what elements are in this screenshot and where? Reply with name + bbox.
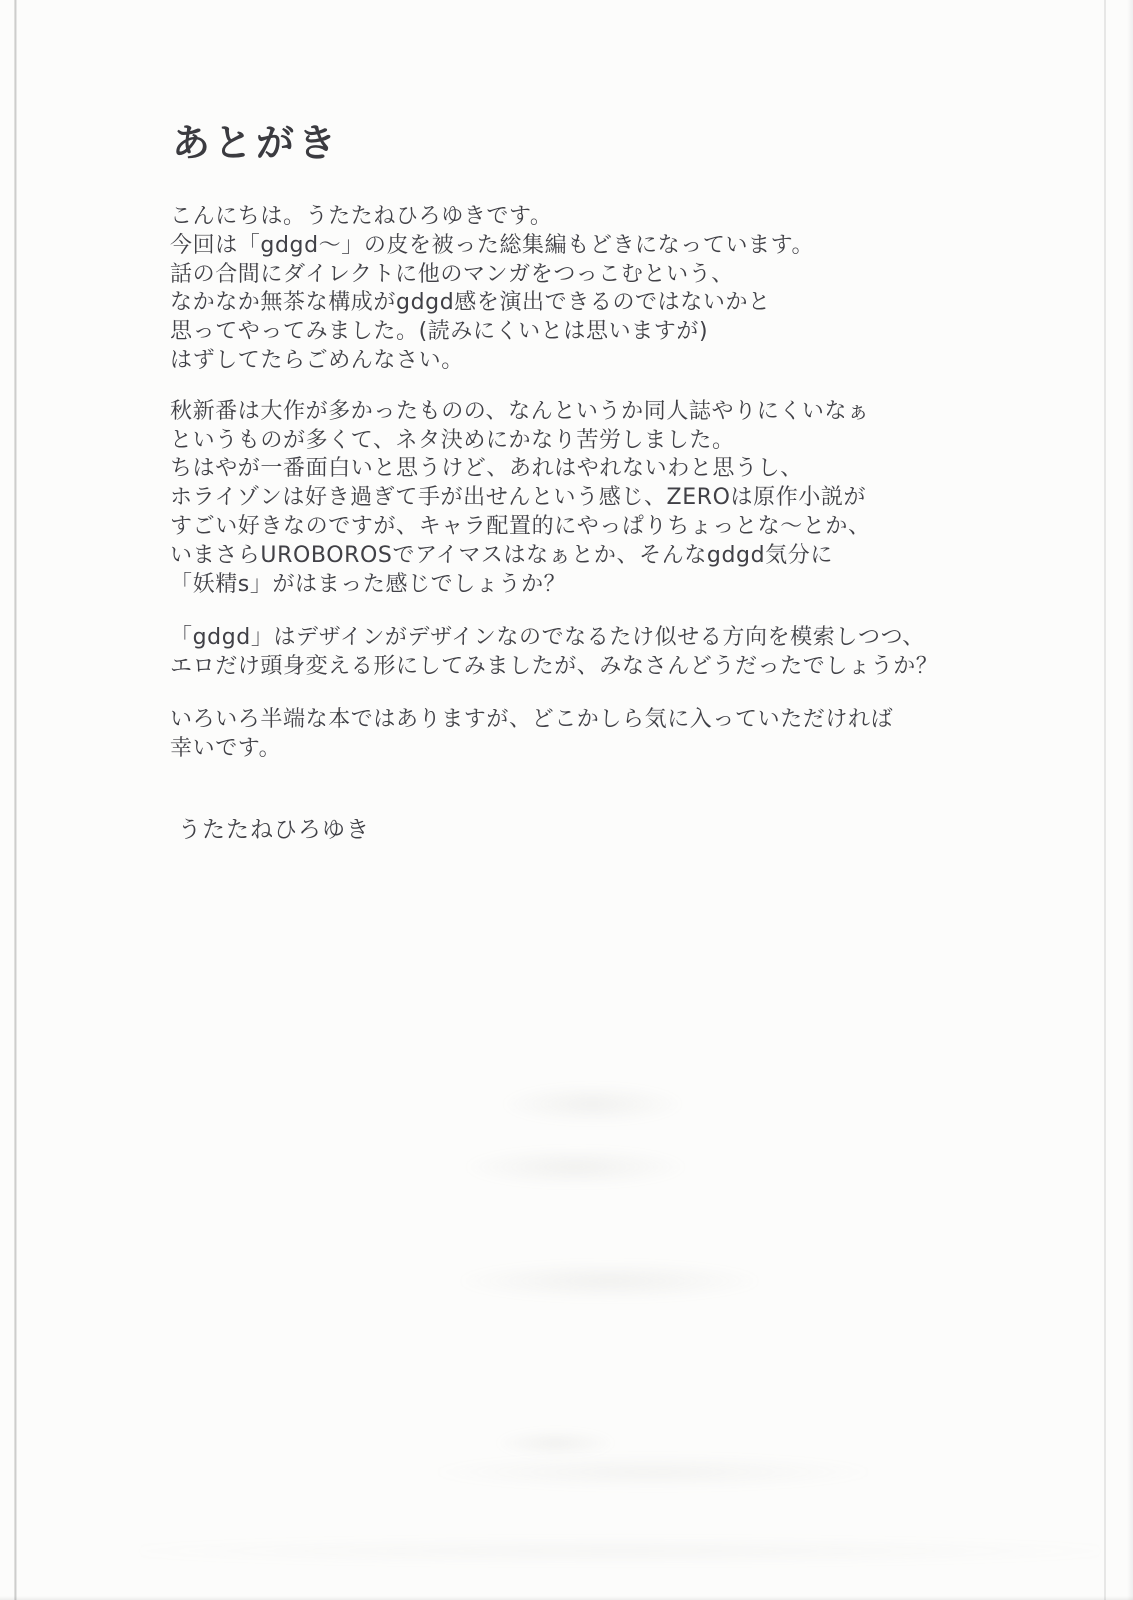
text-line: 幸いです。 — [170, 735, 282, 761]
text-line: 秋新番は大作が多かったものの、なんというか同人誌やりにくいなぁ — [170, 398, 870, 424]
text-line: こんにちは。うたたねひろゆきです。 — [170, 204, 553, 229]
bleedthrough-ghost — [462, 1262, 757, 1300]
bleedthrough-ghost — [140, 1538, 1100, 1564]
page-fold-line-left — [14, 0, 17, 1600]
scan-edge-shadow-right — [1127, 0, 1133, 1600]
text-line: 今回は「gdgd～」の皮を被った総集編もどきになっています。 — [170, 232, 815, 258]
text-line: というものが多くて、ネタ決めにかなり苦労しました。 — [170, 427, 735, 453]
text-line: 思ってやってみました。(読みにくいとは思いますが) — [170, 319, 709, 345]
page-edge-line-right — [1104, 0, 1106, 1600]
text-line: いまさらUROBOROSでアイマスはなぁとか、そんなgdgd気分に — [170, 542, 833, 568]
paragraph — [170, 398, 970, 600]
bleedthrough-ghost — [505, 1085, 680, 1123]
text-line: なかなか無茶な構成がgdgd感を演出できるのではないかと — [170, 290, 771, 316]
afterword-body-text — [170, 203, 970, 764]
text-line: 「妖精s」がはまった感じでしょうか？ — [170, 571, 567, 597]
text-line: すごい好きなのですが、キャラ配置的にやっぱりちょっとな～とか、 — [170, 513, 871, 539]
text-line: いろいろ半端な本ではありますが、どこかしら気に入っていただければ — [170, 706, 894, 732]
bleedthrough-ghost — [468, 1148, 683, 1186]
paragraph — [170, 706, 970, 764]
text-line: エロだけ頭身変える形にしてみましたが、みなさんどうだったでしょうか？ — [170, 654, 939, 680]
text-line: はずしてたらごめんなさい。 — [170, 347, 464, 373]
text-line: ちはやが一番面白いと思うけど、あれはやれないわと思うし、 — [170, 456, 803, 482]
bleedthrough-ghost — [498, 1430, 613, 1456]
page-title: あとがき — [172, 121, 341, 165]
text-line: 話の合間にダイレクトに他のマンガをつっこむという、 — [170, 261, 734, 287]
paragraph — [170, 203, 970, 376]
scan-edge-shadow-bottom — [0, 1596, 1133, 1600]
text-line: ホライゾンは好き過ぎて手が出せんという感じ、ZEROは原作小説が — [170, 485, 867, 511]
author-signature: うたたねひろゆき — [178, 817, 370, 843]
text-line: 「gdgd」はデザインがデザインなのでなるたけ似せる方向を模索しつつ、 — [170, 625, 925, 651]
bleedthrough-ghost — [438, 1455, 868, 1489]
paragraph — [170, 624, 970, 682]
